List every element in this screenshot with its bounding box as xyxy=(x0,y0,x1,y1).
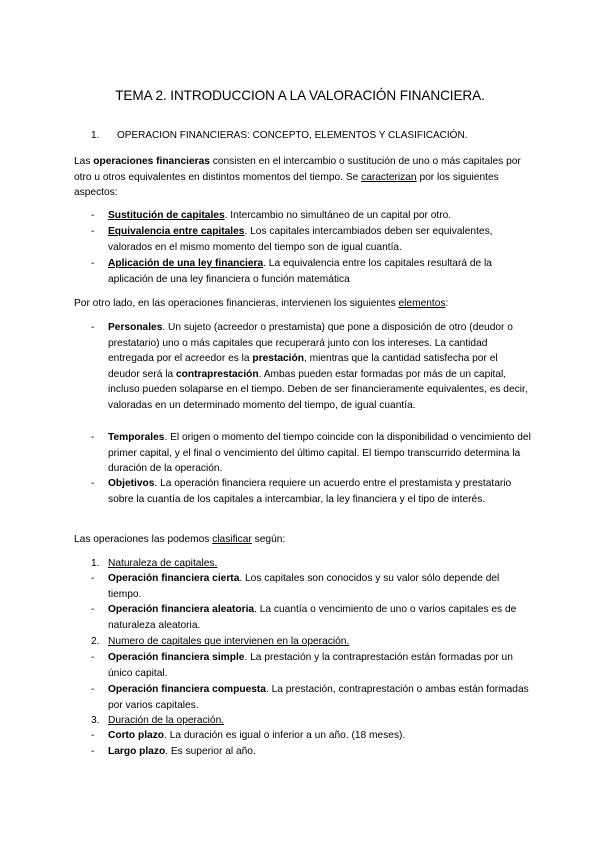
page-title: TEMA 2. INTRODUCCION A LA VALORACIÓN FINANCIERA. xyxy=(115,88,485,103)
list-item: - Objetivos. La operación financiera requiere un acuerdo entre el prestamista y prestatario sobre la cuantía de los capitales a intercambiar, la ley financiera y el tipo de interés. xyxy=(91,478,512,505)
classify-intro: Las operaciones las podemos clasificar según: xyxy=(74,534,286,545)
list-item: - Operación financiera cierta. Los capitales son conocidos y su valor sólo depende del tiempo. xyxy=(91,573,500,600)
intro-paragraph: Las operaciones financieras consisten en el intercambio o sustitución de uno o más capitales por otro u otros equivalentes en distintos momentos del tiempo. Se caracterizan por los siguientes aspectos: xyxy=(74,156,521,199)
list-item: - Personales. Un sujeto (acreedor o prestamista) que pone a disposición de otro (deudor o prestatario) uno o más capitales que recuperará junto con los intereses. La cantidad entregada por el acreedor es la prestación, mientras que la cantidad satisfecha por el deudor será la contraprestación. Ambas pueden estar formadas por más de un capital, incluso pueden solaparse en el tiempo. Deben de ser financieramente equivalentes, es decir, valoradas en un determinado momento del tiempo, de igual cuantía. xyxy=(91,322,528,411)
list-item: - Temporales. El origen o momento del tiempo coincide con la disponibilidad o vencimiento del primer capital, y el final o vencimiento del último capital. El tiempo transcurrido determina la duración de la operación. xyxy=(91,432,531,475)
list-item: - Largo plazo. Es superior al año. xyxy=(91,746,256,757)
classification-heading: 2. Numero de capitales que intervienen en la operación. xyxy=(91,636,350,647)
list-item: - Equivalencia entre capitales. Los capitales intercambiados deben ser equivalentes, valorados en el mismo momento del tiempo son de igual cuantía. xyxy=(91,226,493,253)
list-item: - Operación financiera simple. La prestación y la contraprestación están formadas por un único capital. xyxy=(91,652,513,679)
list-item: - Operación financiera compuesta. La prestación, contraprestación o ambas están formadas por varios capitales. xyxy=(91,684,529,711)
classification-heading: 1. Naturaleza de capitales. xyxy=(91,558,218,569)
classification-heading: 3. Duración de la operación. xyxy=(91,715,225,726)
list-item: - Operación financiera aleatoria. La cuantía o vencimiento de uno o varios capitales es de naturaleza aleatoria. xyxy=(91,604,517,631)
elements-intro: Por otro lado, en las operaciones financieras, intervienen los siguientes elementos: xyxy=(74,298,449,309)
list-item: - Aplicación de una ley financiera. La equivalencia entre los capitales resultará de la aplicación de una ley financiera o función matemática xyxy=(91,258,492,285)
list-item: - Corto plazo. La duración es igual o inferior a un año. (18 meses). xyxy=(91,730,406,741)
list-item: - Sustitución de capitales. Intercambio no simultáneo de un capital por otro. xyxy=(91,210,452,221)
section-heading: 1. OPERACION FINANCIERAS: CONCEPTO, ELEMENTOS Y CLASIFICACIÓN. xyxy=(91,130,468,141)
